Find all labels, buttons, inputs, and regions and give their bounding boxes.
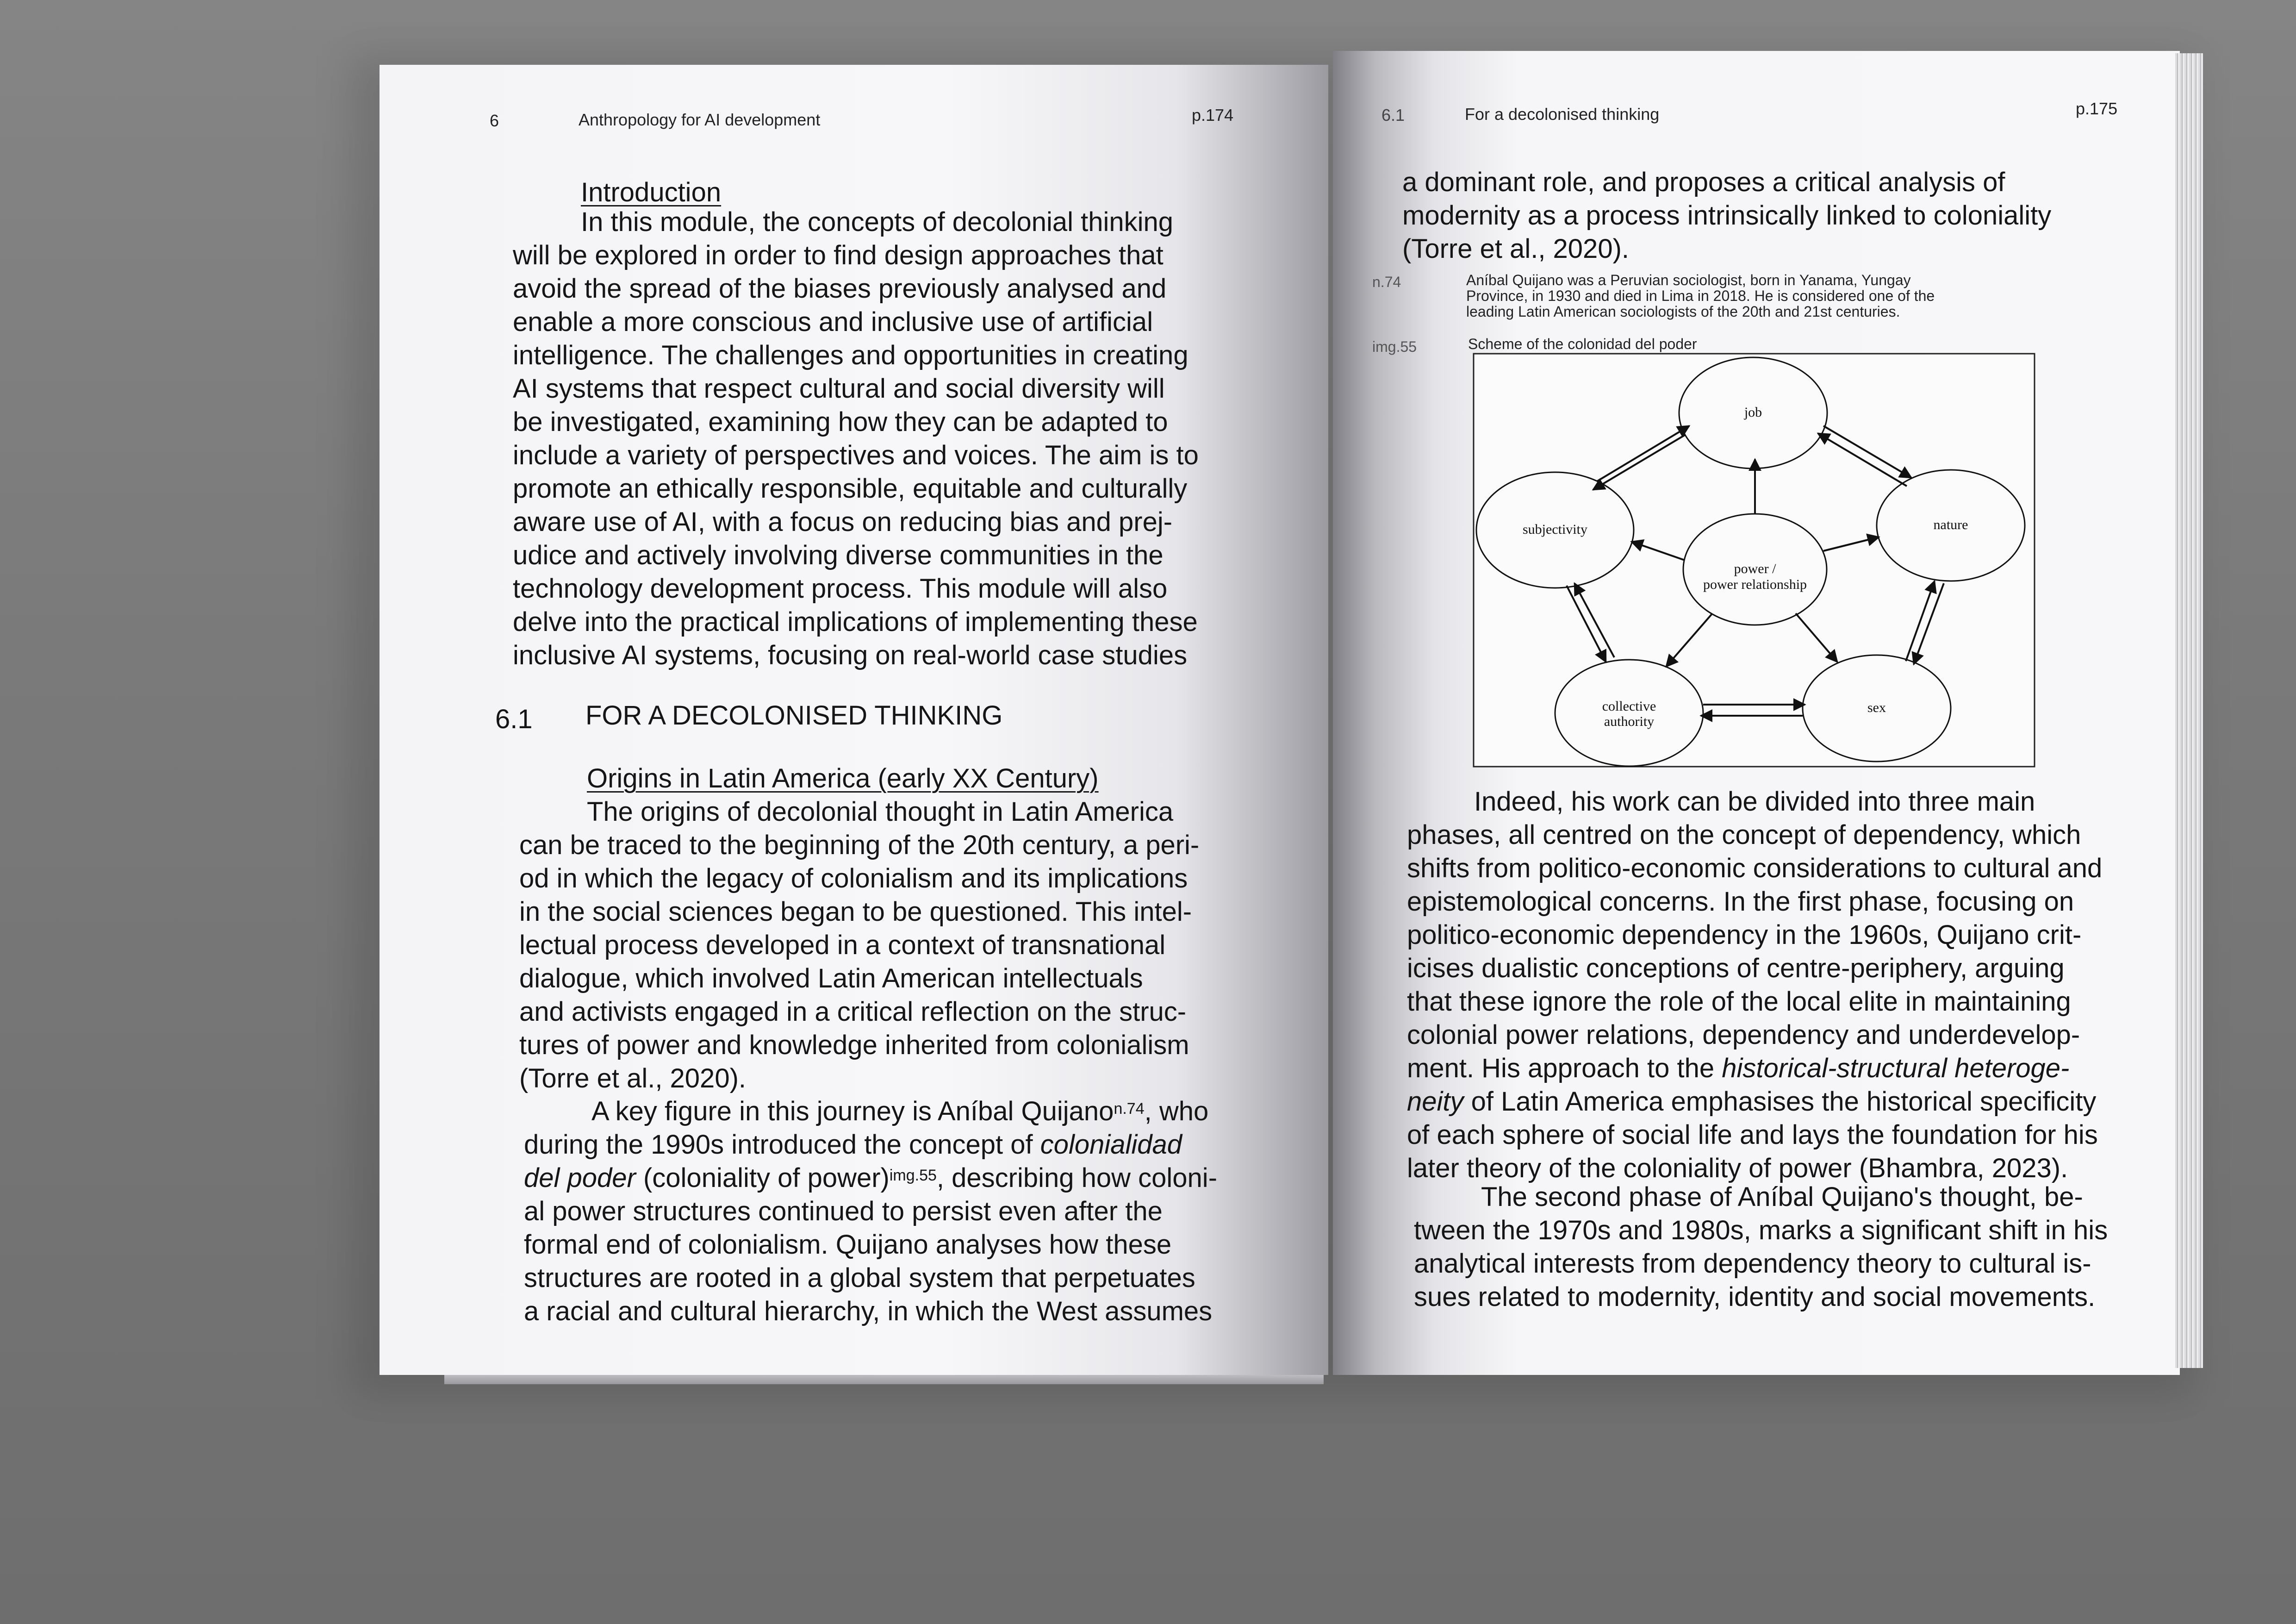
text-line: be investigated, examining how they can be adapted to <box>513 407 1168 437</box>
text-line: Indeed, his work can be divided into three main <box>1474 787 2035 817</box>
running-title: Anthropology for AI development <box>579 110 821 129</box>
text-line: dialogue, which involved Latin American intellectuals <box>519 963 1143 993</box>
image-ref[interactable]: img.55 <box>889 1167 937 1184</box>
text-line: technology development process. This module will also <box>513 574 1168 604</box>
intro-heading: Introduction <box>581 177 722 207</box>
footnote-text: Aníbal Quijano was a Peruvian sociologist, born in Yanama, Yungay Province, in 1930 and died in Lima in 2018. He is considered one of the leading Latin American sociologists of the 20th and 21st centuries. <box>1466 272 1935 320</box>
text-line: lectual process developed in a context of transnational <box>519 930 1166 960</box>
second-phase-paragraph <box>1414 1181 2108 1314</box>
text-line: AI systems that respect cultural and social diversity will <box>513 374 1165 404</box>
text-line: intelligence. The challenges and opportunities in creating <box>513 340 1188 370</box>
text-line: al power structures continued to persist even after the <box>524 1196 1163 1226</box>
text-line: tures of power and knowledge inherited from colonialism <box>519 1030 1189 1060</box>
section-title: FOR A DECOLONISED THINKING <box>585 700 1003 731</box>
text-line: will be explored in order to find design approaches that <box>513 240 1164 270</box>
intro-paragraph <box>513 206 1199 672</box>
origins-heading: Origins in Latin America (early XX Century) <box>587 763 1099 793</box>
text-line: enable a more conscious and inclusive use of artificial <box>513 307 1153 337</box>
text-line: The second phase of Aníbal Quijano's thought, be- <box>1481 1182 2083 1212</box>
footnote-ref[interactable]: n.74 <box>1114 1100 1145 1118</box>
text-line: del poder (coloniality of power)$^{img.55}$, describing how coloni- <box>524 1163 1218 1193</box>
coloniality-diagram <box>1472 352 2036 768</box>
text-line: of each sphere of social life and lays the foundation for his <box>1407 1120 2098 1150</box>
text-line: In this module, the concepts of decolonial thinking <box>581 207 1174 237</box>
text-line: structures are rooted in a global system that perpetuates <box>524 1263 1195 1293</box>
text-line: and activists engaged in a critical reflection on the struc- <box>519 997 1187 1027</box>
text-line: od in which the legacy of colonialism and its implications <box>519 863 1188 893</box>
text-line: that these ignore the role of the local elite in maintaining <box>1407 987 2071 1017</box>
power-label-1: power / <box>1734 561 1776 576</box>
text-line: colonial power relations, dependency and underdevelop- <box>1407 1020 2080 1050</box>
page-number: p.174 <box>1192 106 1234 125</box>
text-line: icises dualistic conceptions of centre-periphery, arguing <box>1407 953 2065 983</box>
text-line: a dominant role, and proposes a critical analysis of <box>1402 167 2005 197</box>
text-line: udice and actively involving diverse communities in the <box>513 540 1164 570</box>
text-line: (Torre et al., 2020). <box>519 1063 746 1093</box>
text-line: sues related to modernity, identity and social movements. <box>1414 1282 2096 1312</box>
text-line: neity of Latin America emphasises the historical specificity <box>1407 1087 2097 1117</box>
text-line: analytical interests from dependency theory to cultural is- <box>1414 1249 2091 1279</box>
job-label: job <box>1744 405 1762 420</box>
power-label-2: power relationship <box>1703 577 1807 592</box>
collective-label-2: authority <box>1604 714 1655 729</box>
text-line: during the 1990s introduced the concept of colonialidad <box>524 1130 1182 1160</box>
text-line: avoid the spread of the biases previously analysed and <box>513 274 1167 304</box>
footnote-label: n.74 <box>1372 274 1401 290</box>
chapter-number: 6 <box>490 111 499 130</box>
quijano-paragraph <box>524 1095 1217 1328</box>
text-line: ment. His approach to the historical-structural heteroge- <box>1407 1053 2070 1083</box>
text-line: inclusive AI systems, focusing on real-world case studies <box>513 640 1188 670</box>
text-line: politico-economic dependency in the 1960s, Quijano crit- <box>1407 920 2082 950</box>
text-line: formal end of colonialism. Quijano analyses how these <box>524 1230 1172 1260</box>
figure-label: img.55 <box>1372 338 1417 355</box>
continuation-paragraph <box>1402 166 2051 266</box>
text-line: include a variety of perspectives and voices. The aim is to <box>513 440 1199 470</box>
text-line: in the social sciences began to be questioned. This intel- <box>519 897 1192 927</box>
text-line: A key figure in this journey is Aníbal Quijano$^{n.74}$, who <box>591 1096 1209 1126</box>
phases-paragraph <box>1407 785 2102 1185</box>
text-line: later theory of the coloniality of power (Bhambra, 2023). <box>1407 1153 2068 1183</box>
right-page-number: p.175 <box>2076 99 2118 118</box>
page-edges <box>2175 53 2203 1368</box>
text-line: (Torre et al., 2020). <box>1402 234 1629 264</box>
text-line: phases, all centred on the concept of dependency, which <box>1407 820 2081 850</box>
section-number: 6.1 <box>495 704 533 734</box>
figure-caption: Scheme of the colonidad del poder <box>1468 336 1697 352</box>
text-line: epistemological concerns. In the first phase, focusing on <box>1407 887 2074 917</box>
text-line: The origins of decolonial thought in Latin America <box>587 797 1174 827</box>
sex-label: sex <box>1867 700 1886 715</box>
right-section-number: 6.1 <box>1381 106 1405 125</box>
text-line: shifts from politico-economic considerations to cultural and <box>1407 853 2103 883</box>
text-line: aware use of AI, with a focus on reducing bias and prej- <box>513 507 1173 537</box>
nature-label: nature <box>1933 517 1968 532</box>
subjectivity-label: subjectivity <box>1523 522 1587 537</box>
text-line: can be traced to the beginning of the 20th century, a peri- <box>519 830 1200 860</box>
origins-paragraph <box>519 795 1199 1095</box>
text-line: delve into the practical implications of implementing these <box>513 607 1198 637</box>
text-line: promote an ethically responsible, equitable and culturally <box>513 474 1188 504</box>
text-line: a racial and cultural hierarchy, in which the West assumes <box>524 1296 1213 1326</box>
text-line: tween the 1970s and 1980s, marks a significant shift in his <box>1414 1215 2108 1245</box>
right-running-title: For a decolonised thinking <box>1465 105 1660 124</box>
collective-label-1: collective <box>1602 699 1656 714</box>
text-line: modernity as a process intrinsically linked to coloniality <box>1402 200 2052 231</box>
